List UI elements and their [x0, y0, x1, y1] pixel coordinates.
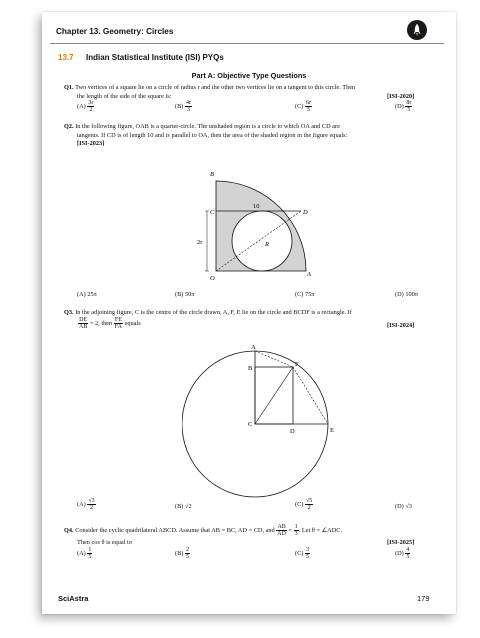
q3-option-d[interactable]: (D) √3 [395, 503, 412, 510]
label-r: R [265, 241, 269, 248]
q2-option-a[interactable]: (A) 25π [77, 291, 97, 298]
book-page [42, 12, 456, 614]
section-number: 13.7 [58, 53, 74, 62]
q3-line2: $\frac{DE}{AB}$ = 2, then $\frac{FE}{FA}$ equals [79, 317, 141, 331]
q2-option-c[interactable]: (C) 75π [295, 291, 315, 298]
q4-option-a[interactable]: (A) $\frac{1}{5}$ [77, 547, 92, 561]
q4-option-b[interactable]: (B) $\frac{2}{5}$ [175, 547, 189, 561]
label-a: A [251, 344, 256, 351]
label-a: A [307, 271, 311, 278]
section-title: Indian Statistical Institute (ISI) PYQs [86, 53, 224, 62]
label-e: E [330, 427, 334, 434]
q2-tag: [ISI-2023] [77, 140, 105, 148]
chord-fe [293, 367, 328, 424]
label-d: D [303, 209, 308, 216]
label-c: C [248, 421, 253, 428]
q1-line1: Two vertices of a square lie on a circle of radius r and the other two vertices lie on a tangent to this circle. Then [75, 84, 356, 91]
label-d: D [290, 428, 295, 435]
q4-line2: Then cos θ is equal to [77, 539, 132, 546]
q3-line1: In the adjoining figure, C is the centre of the circle drawn, A, F, E lie on the circle and BCDF is a rectangle. If [75, 309, 352, 316]
q1-line2: the length of the side of the square is: [77, 92, 172, 100]
label-2r: 2r [197, 239, 203, 246]
q1-tag: [ISI-2020] [387, 93, 415, 100]
q2-line1: In the following figure, OAB is a quarter-circle. The unshaded region is a circle to which OA and CD are [75, 123, 340, 130]
diagonal-cf [255, 367, 293, 424]
q3-number: Q3. [64, 309, 74, 316]
q1-number: Q1. [64, 84, 74, 91]
q4-option-d[interactable]: (D) $\frac{4}{5}$ [395, 547, 410, 561]
q3-figure [182, 340, 342, 500]
q2-figure [197, 162, 317, 284]
chapter-header: Chapter 13. Geometry: Circles [56, 27, 174, 36]
footer-brand: SciAstra [58, 594, 89, 603]
page-number: 179 [417, 594, 430, 603]
q2-option-d[interactable]: (D) 100π [395, 291, 418, 298]
q3-option-c[interactable]: (C) $\frac{√5}{2}$ [295, 498, 313, 512]
label-b: B [248, 365, 253, 372]
rocket-icon [407, 20, 427, 40]
inscribed-circle [232, 211, 292, 271]
header-rule [50, 43, 444, 44]
q1-option-a[interactable]: (A) $\frac{3r}{2}$ [77, 100, 94, 114]
label-c: C [210, 209, 215, 216]
q4-option-c[interactable]: (C) $\frac{3}{5}$ [295, 547, 309, 561]
q2-option-b[interactable]: (B) 50π [175, 291, 195, 298]
q2-text [64, 123, 444, 149]
q2-line2: tangents. If CD is of length 10 and is parallel to OA, then the area of the shaded region in the figure equals: [77, 131, 348, 139]
q3-option-b[interactable]: (B) √2 [175, 503, 192, 510]
label-10: 10 [253, 203, 260, 210]
q4-number: Q4. [64, 527, 74, 535]
q4-tag: [ISI-2025] [387, 539, 415, 546]
label-f: F [295, 361, 299, 368]
q1-text [64, 84, 434, 101]
part-title: Part A: Objective Type Questions [191, 71, 307, 80]
q1-option-b[interactable]: (B) $\frac{4r}{3}$ [175, 100, 191, 114]
q4-line1: Consider the cyclic quadrilateral ABCD. Assume that AB = BC, AD = CD, and [75, 527, 275, 535]
q1-option-d[interactable]: (D) $\frac{8r}{5}$ [395, 100, 412, 114]
q4-text: Q4. Consider the cyclic quadrilateral ABCD. Assume that AB = BC, AD = CD, and $\frac{AB}{AD}$ = $\frac{1}{3}$ . Let θ = ∠ADC. [64, 524, 343, 538]
q3-tag: [ISI-2024] [387, 322, 415, 329]
label-b: B [210, 171, 214, 178]
q2-number: Q2. [64, 123, 74, 130]
label-o: O [210, 275, 215, 282]
q3-option-a[interactable]: (A) $\frac{√3}{2}$ [77, 498, 95, 512]
q1-option-c[interactable]: (C) $\frac{6r}{5}$ [295, 100, 311, 114]
